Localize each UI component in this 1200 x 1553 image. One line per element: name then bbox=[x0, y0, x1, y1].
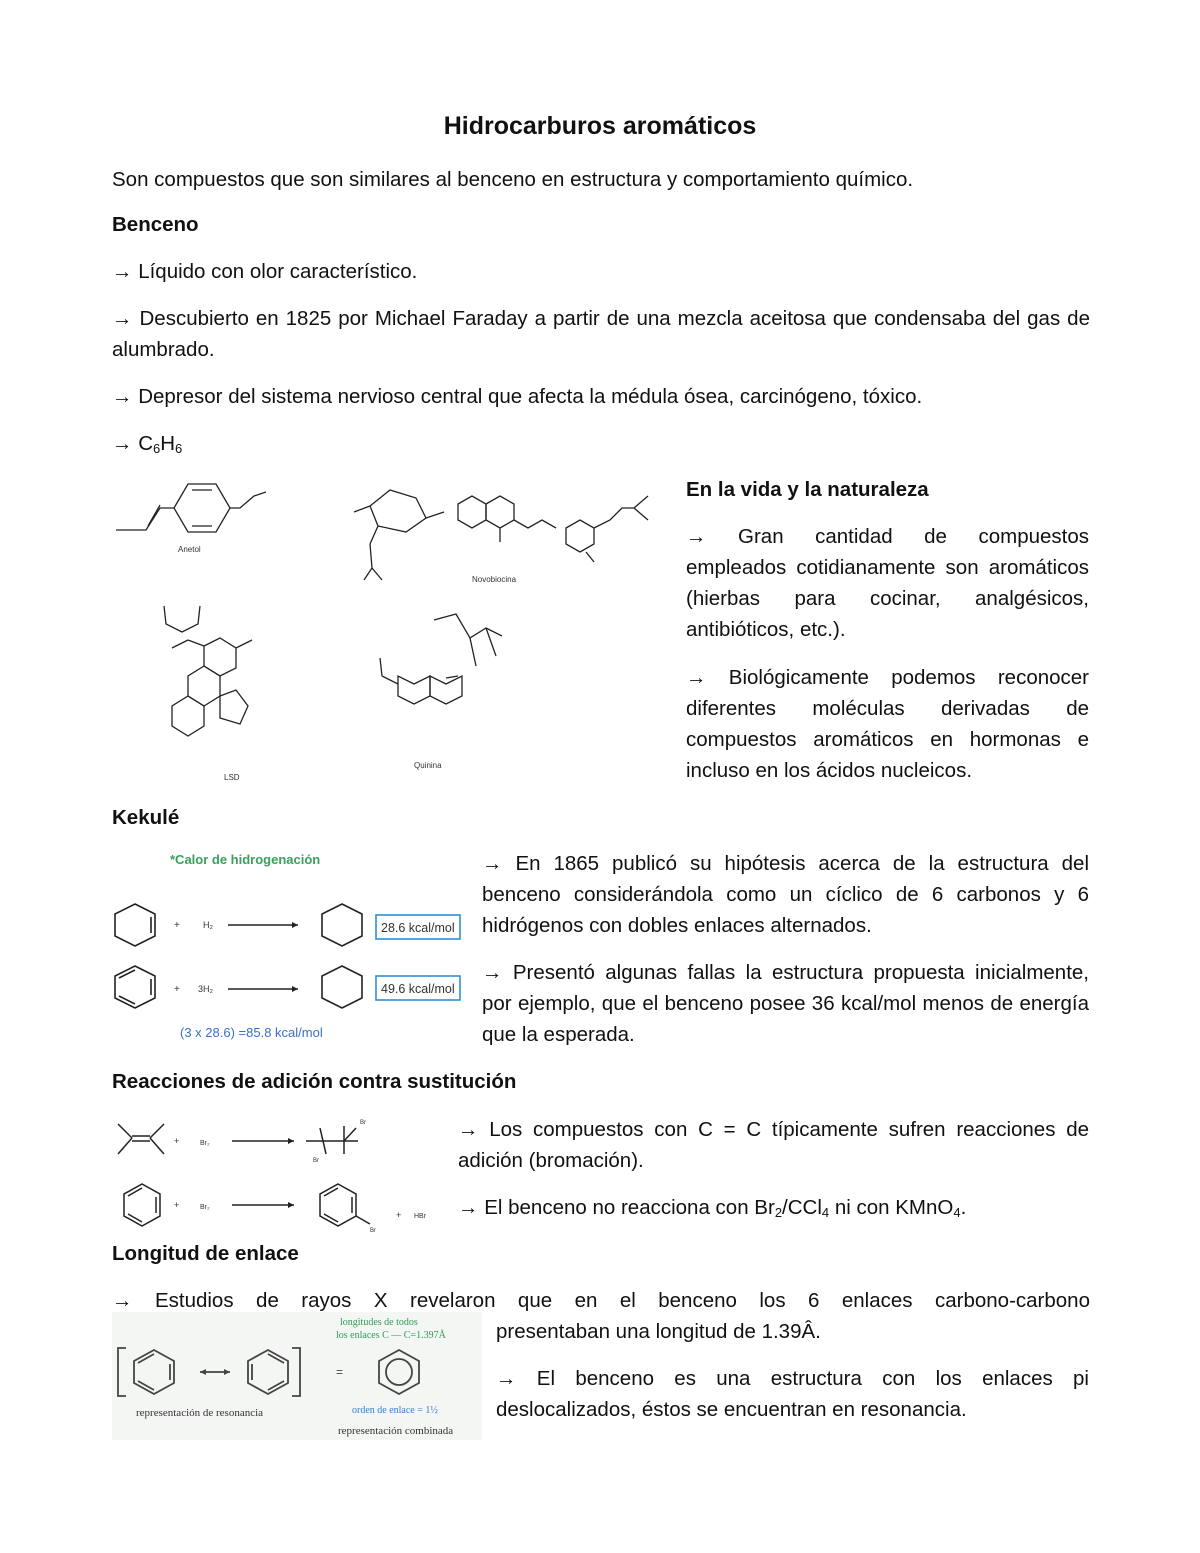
aromatic-molecules-figure bbox=[108, 468, 668, 788]
hydrogenation-heat-diagram bbox=[108, 846, 468, 1046]
longitud-heading: Longitud de enlace bbox=[112, 1242, 299, 1265]
svg-text:+: + bbox=[174, 1200, 180, 1210]
fig-label-combined: representación combinada bbox=[338, 1425, 454, 1437]
svg-text:+: + bbox=[396, 1210, 402, 1220]
diagram-title: *Calor de hidrogenación bbox=[170, 852, 321, 867]
br-label-2: Br bbox=[370, 1228, 376, 1234]
reacciones-paragraph-1: → Los compuestos con C = C típicamente sufren reacciones de adición (bromación). bbox=[458, 1118, 1089, 1172]
kekule-heading: Kekulé bbox=[112, 806, 180, 829]
reagent-br2-2: Br₂ bbox=[200, 1204, 210, 1211]
intro-text: Son compuestos que son similares al benceno en estructura y comportamiento químico. bbox=[112, 168, 914, 191]
svg-text:+: + bbox=[174, 920, 180, 931]
vida-paragraph-1: → Gran cantidad de compuestos empleados cotidianamente son aromáticos (hierbas para cocinar, analgésicos, antibióticos, etc.). bbox=[686, 525, 1089, 641]
kekule-paragraph-1: → En 1865 publicó su hipótesis acerca de la estructura del benceno considerándola como un cíclico de 6 carbonos y 6 hidrógenos con dobles enlaces alternados. bbox=[482, 852, 1089, 937]
benceno-bullet-2: → Descubierto en 1825 por Michael Faraday a partir de una mezcla aceitosa que condensaba del gas de alumbrado. bbox=[112, 307, 1090, 361]
reagent-br2-1: Br₂ bbox=[200, 1140, 210, 1147]
novobiocina-label: Novobiocina bbox=[472, 575, 517, 584]
fig-label-resonance: representación de resonancia bbox=[136, 1407, 264, 1419]
benceno-formula: → $C_6H_6$ bbox=[112, 432, 183, 456]
lsd-label: LSD bbox=[224, 773, 240, 782]
longitud-paragraph-1b: presentaban una longitud de 1.39Â. bbox=[496, 1320, 821, 1343]
anetol-label: Anetol bbox=[178, 545, 201, 554]
fig-label-top1: longitudes de todos bbox=[340, 1317, 418, 1328]
reacciones-heading: Reacciones de adición contra sustitución bbox=[112, 1070, 517, 1093]
reacciones-paragraph-2: → El benceno no reacciona con $Br_2/CCl_4$ ni con KMnO$_4$. bbox=[458, 1196, 967, 1220]
longitud-paragraph-1a: → Estudios de rayos X revelaron que en el benceno los 6 enlaces carbono-carbono bbox=[112, 1289, 1090, 1312]
svg-text:+: + bbox=[174, 984, 180, 995]
heat-value-1: 28.6 kcal/mol bbox=[381, 921, 455, 935]
benceno-bullet-1: → Líquido con olor característico. bbox=[112, 260, 418, 283]
page-title: Hidrocarburos aromáticos bbox=[443, 112, 757, 140]
longitud-paragraph-2: → El benceno es una estructura con los enlaces pi deslocalizados, éstos se encuentran en resonancia. bbox=[496, 1367, 1089, 1421]
benceno-bullet-3: → Depresor del sistema nervioso central que afecta la médula ósea, carcinógeno, tóxico. bbox=[112, 385, 923, 408]
quinina-label: Quinina bbox=[414, 761, 442, 770]
benceno-heading: Benceno bbox=[112, 213, 199, 236]
vida-paragraph-2: → Biológicamente podemos reconocer diferentes moléculas derivadas de compuestos aromáticos en hormonas e incluso en los ácidos nucleicos. bbox=[686, 666, 1089, 782]
kekule-paragraph-2: → Presentó algunas fallas la estructura propuesta inicialmente, por ejemplo, que el benceno posee 36 kcal/mol menos de energía que la esperada. bbox=[482, 961, 1089, 1046]
heat-value-2: 49.6 kcal/mol bbox=[381, 982, 455, 996]
vida-heading: En la vida y la naturaleza bbox=[686, 478, 929, 501]
svg-text:Br: Br bbox=[313, 1158, 319, 1164]
svg-text:=: = bbox=[336, 1365, 344, 1379]
hbr-label: HBr bbox=[414, 1213, 427, 1220]
fig-label-top2: los enlaces C — C=1.397Å bbox=[336, 1330, 446, 1341]
br-label-1: Br bbox=[360, 1120, 366, 1126]
svg-text:+: + bbox=[174, 1136, 180, 1146]
reagent-h2: H₂ bbox=[203, 920, 213, 930]
heat-calculation: (3 x 28.6) =85.8 kcal/mol bbox=[180, 1025, 323, 1040]
reagent-3h2: 3H₂ bbox=[198, 984, 213, 994]
resonance-figure bbox=[112, 1312, 482, 1440]
fig-label-order: orden de enlace = 1½ bbox=[352, 1405, 438, 1416]
addition-substitution-diagram bbox=[108, 1108, 448, 1238]
